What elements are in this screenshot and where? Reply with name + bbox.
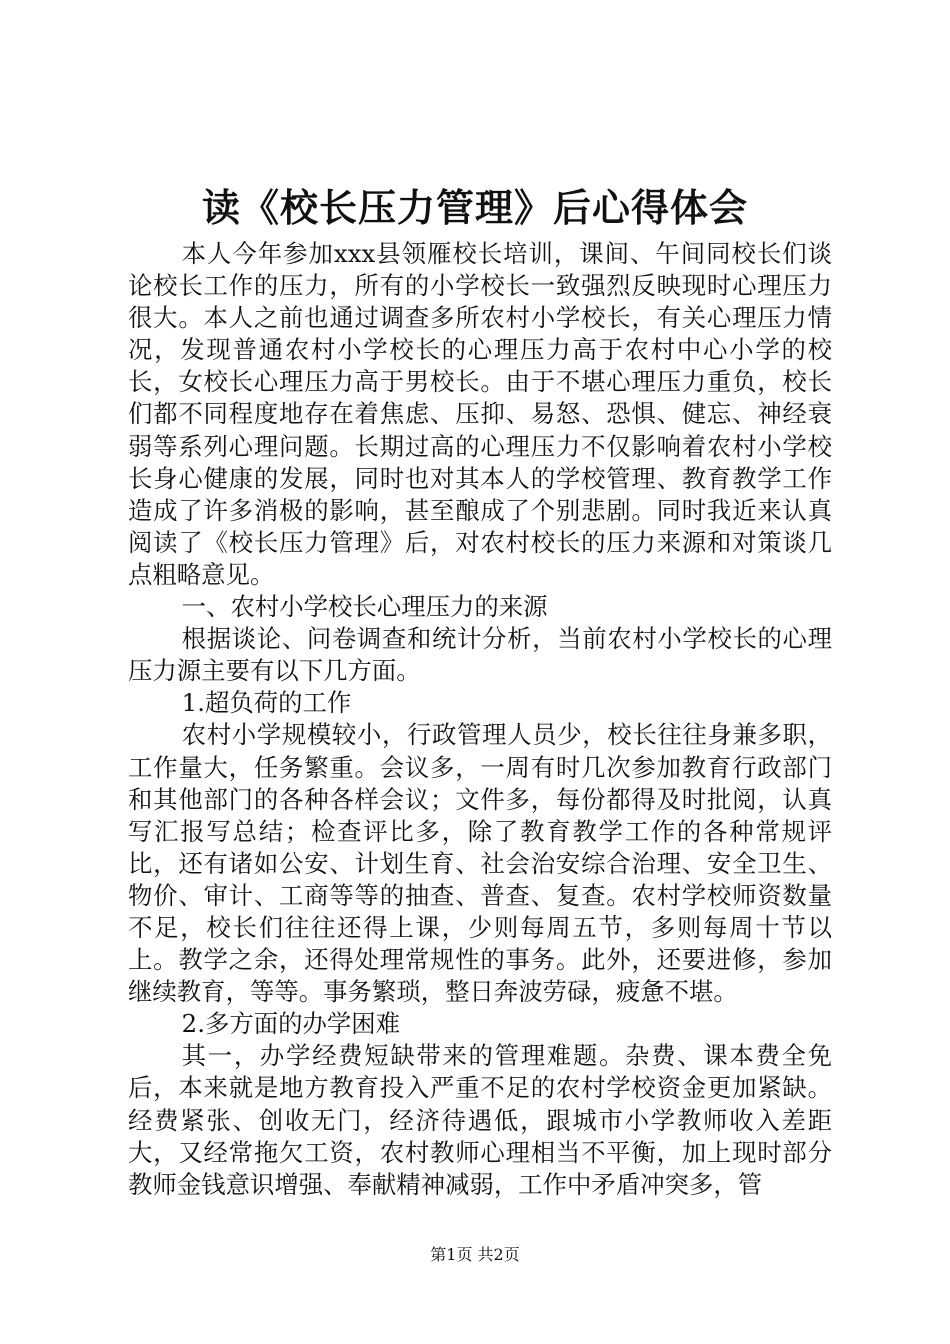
document-title: 读《校长压力管理》后心得体会 xyxy=(201,185,748,230)
paragraph: 本人今年参加xxx县领雁校长培训，课间、午间同校长们谈论校长工作的压力，所有的小学校长一致强烈反映现时心理压力很大。本人之前也通过调查多所农村小学校长，有关心理压力情况，发现普通农村小学校长的心理压力高于农村中心小学的校长，女校长心理压力高于男校长。由于不堪心理压力重负，校长们都不同程度地存在着焦虑、压抑、易怒、恐惧、健忘、神经衰弱等系列心理问题。长期过高的心理压力不仅影响着农村小学校长身心健康的发展，同时也对其本人的学校管理、教育教学工作造成了许多消极的影响，甚至酿成了个别悲剧。同时我近来认真阅读了《校长压力管理》后，对农村校长的压力来源和对策谈几点粗略意见。 xyxy=(128,239,832,589)
paragraph: 农村小学规模较小，行政管理人员少，校长往往身兼多职，工作量大，任务繁重。会议多，一周有时几次参加教育行政部门和其他部门的各种各样会议；文件多，每份都得及时批阅，认真写汇报写总结；检查评比多，除了教育教学工作的各种常规评比，还有诸如公安、计划生育、社会治安综合治理、安全卫生、物价、审计、工商等等的抽查、普查、复查。农村学校师资数量不足，校长们往往还得上课，少则每周五节，多则每周十节以上。教学之余，还得处理常规性的事务。此外，还要进修，参加继续教育，等等。事务繁琐，整日奔波劳碌，疲惫不堪。 xyxy=(128,720,832,1007)
document-body xyxy=(128,238,832,1201)
subsection-heading: 1.超负荷的工作 xyxy=(181,688,352,718)
page-footer: 第1页 共2页 xyxy=(430,1245,520,1264)
paragraph: 根据谈论、问卷调查和统计分析，当前农村小学校长的心理压力源主要有以下几方面。 xyxy=(128,624,832,686)
section-heading: 一、农村小学校长心理压力的来源 xyxy=(181,592,548,622)
subsection-heading: 2.多方面的办学困难 xyxy=(181,1009,401,1039)
paragraph: 其一，办学经费短缺带来的管理难题。杂费、课本费全免后，本来就是地方教育投入严重不足的农村学校资金更加紧缺。经费紧张、创收无门，经济待遇低，跟城市小学教师收入差距大，又经常拖欠工资，农村教师心理相当不平衡，加上现时部分教师金钱意识增强、奉献精神减弱，工作中矛盾冲突多，管 xyxy=(128,1041,832,1199)
